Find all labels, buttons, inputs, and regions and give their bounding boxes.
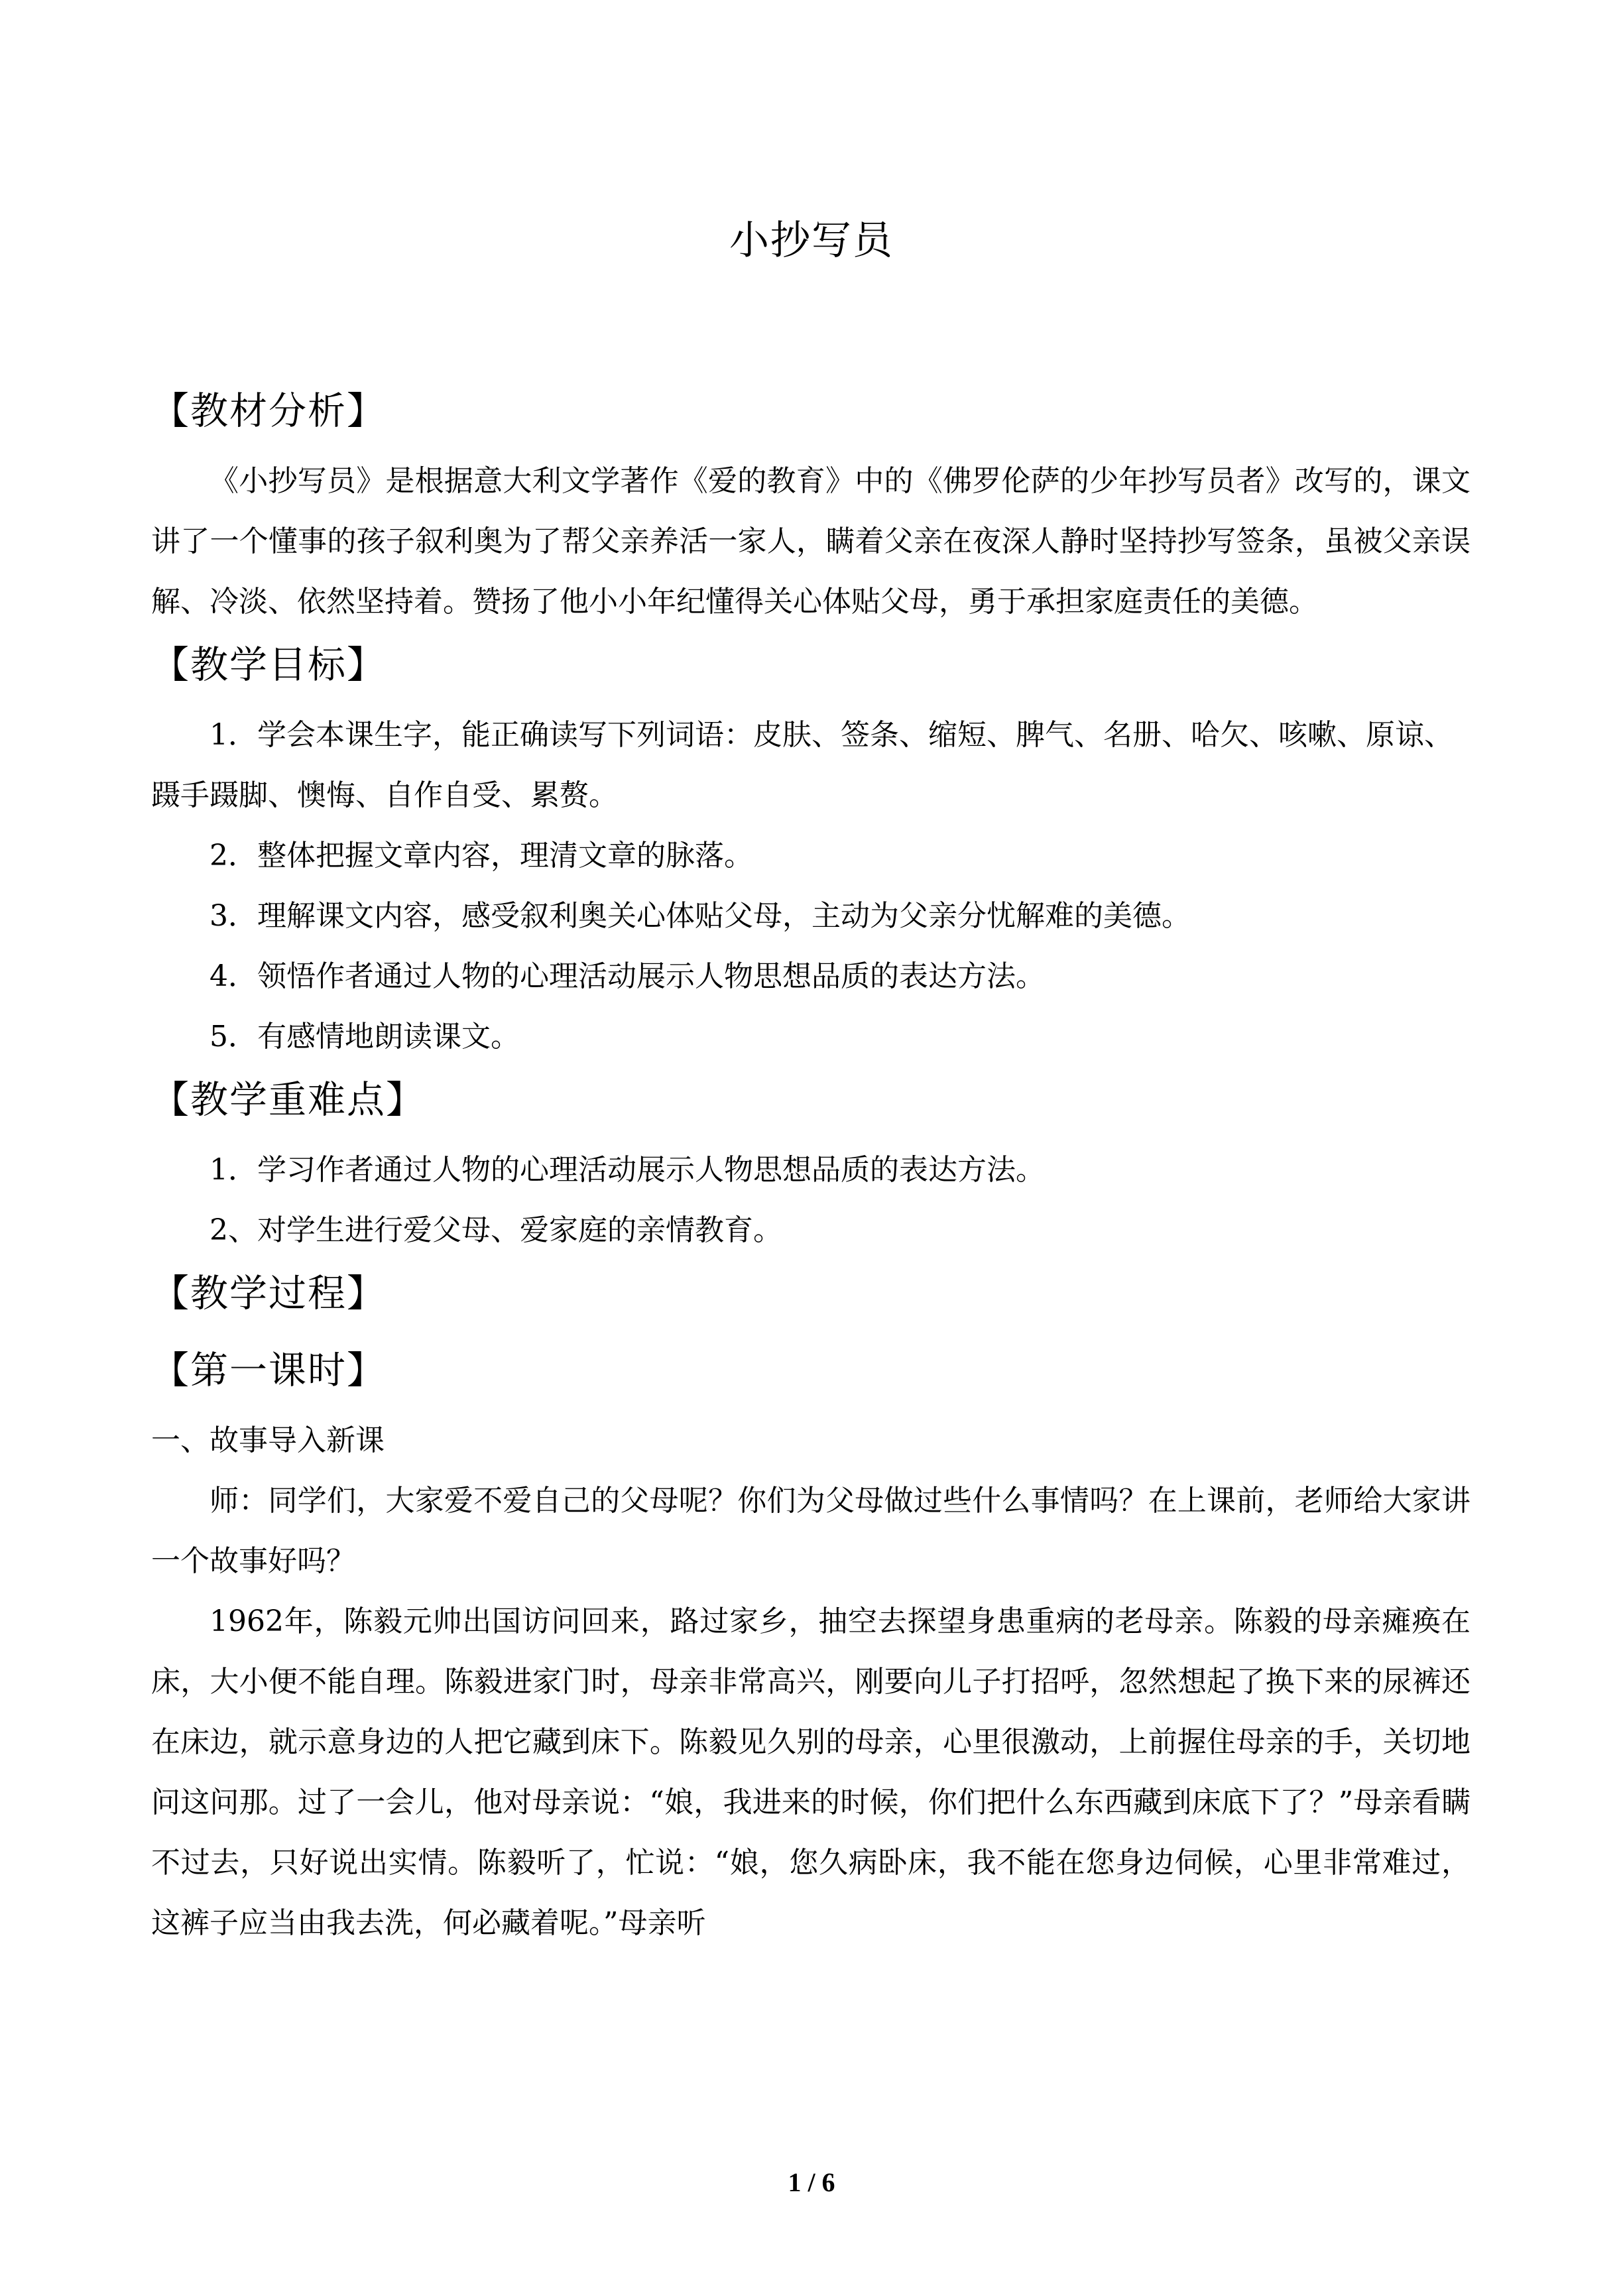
goal-item: 2．整体把握文章内容，理清文章的脉落。	[210, 839, 753, 873]
section-heading-process: 【教学过程】	[151, 1272, 386, 1315]
step-title: 一、故事导入新课	[151, 1423, 385, 1457]
analysis-paragraph: 《小抄写员》是根据意大利文学著作《爱的教育》中的《佛罗伦萨的少年抄写员者》改写的，课文讲了一个懂事的孩子叙利奥为了帮父亲养活一家人，瞒着父亲在夜深人静时坚持抄写签条，虽被父亲误解、冷淡、依然坚持着。赞扬了他小小年纪懂得关心体贴父母，勇于承担家庭责任的美德。	[151, 464, 1471, 619]
goal-item: 5．有感情地朗读课文。	[210, 1020, 520, 1054]
lesson-paragraph: 师：同学们，大家爱不爱自己的父母呢？你们为父母做过些什么事情吗？在上课前，老师给大家讲一个故事好吗？	[151, 1484, 1471, 1578]
goal-item: 4．领悟作者通过人物的心理活动展示人物思想品质的表达方法。	[210, 959, 1045, 993]
key-point-item: 1．学习作者通过人物的心理活动展示人物思想品质的表达方法。	[210, 1153, 1045, 1187]
goal-item: 3．理解课文内容，感受叙利奥关心体贴父母，主动为父亲分忧解难的美德。	[210, 899, 1191, 933]
goal-item: 1．学会本课生字，能正确读写下列词语：皮肤、签条、缩短、脾气、名册、哈欠、咳嗽、原谅、蹑手蹑脚、懊悔、自作自受、累赘。	[151, 718, 1453, 812]
section-heading-analysis: 【教材分析】	[151, 389, 386, 433]
document-title: 小抄写员	[729, 217, 894, 264]
section-heading-lesson-one: 【第一课时】	[151, 1349, 386, 1392]
lesson-paragraph: 1962年，陈毅元帅出国访问回来，路过家乡，抽空去探望身患重病的老母亲。陈毅的母亲瘫痪在床，大小便不能自理。陈毅进家门时，母亲非常高兴，刚要向儿子打招呼，忽然想起了换下来的尿裤还在床边，就示意身边的人把它藏到床下。陈毅见久别的母亲，心里很激动，上前握住母亲的手，关切地问这问那。过了一会儿，他对母亲说：“娘，我进来的时候，你们把什么东西藏到床底下了？”母亲看瞒不过去，只好说出实情。陈毅听了，忙说：“娘，您久病卧床，我不能在您身边伺候，心里非常难过，这裤子应当由我去洗，何必藏着呢。”母亲听	[151, 1604, 1471, 1940]
key-point-item: 2、对学生进行爱父母、爱家庭的亲情教育。	[210, 1213, 782, 1247]
document-body	[151, 378, 1471, 1953]
page-number: 1 / 6	[788, 2167, 835, 2197]
section-heading-goals: 【教学目标】	[151, 643, 386, 687]
section-heading-key-points: 【教学重难点】	[151, 1078, 425, 1122]
